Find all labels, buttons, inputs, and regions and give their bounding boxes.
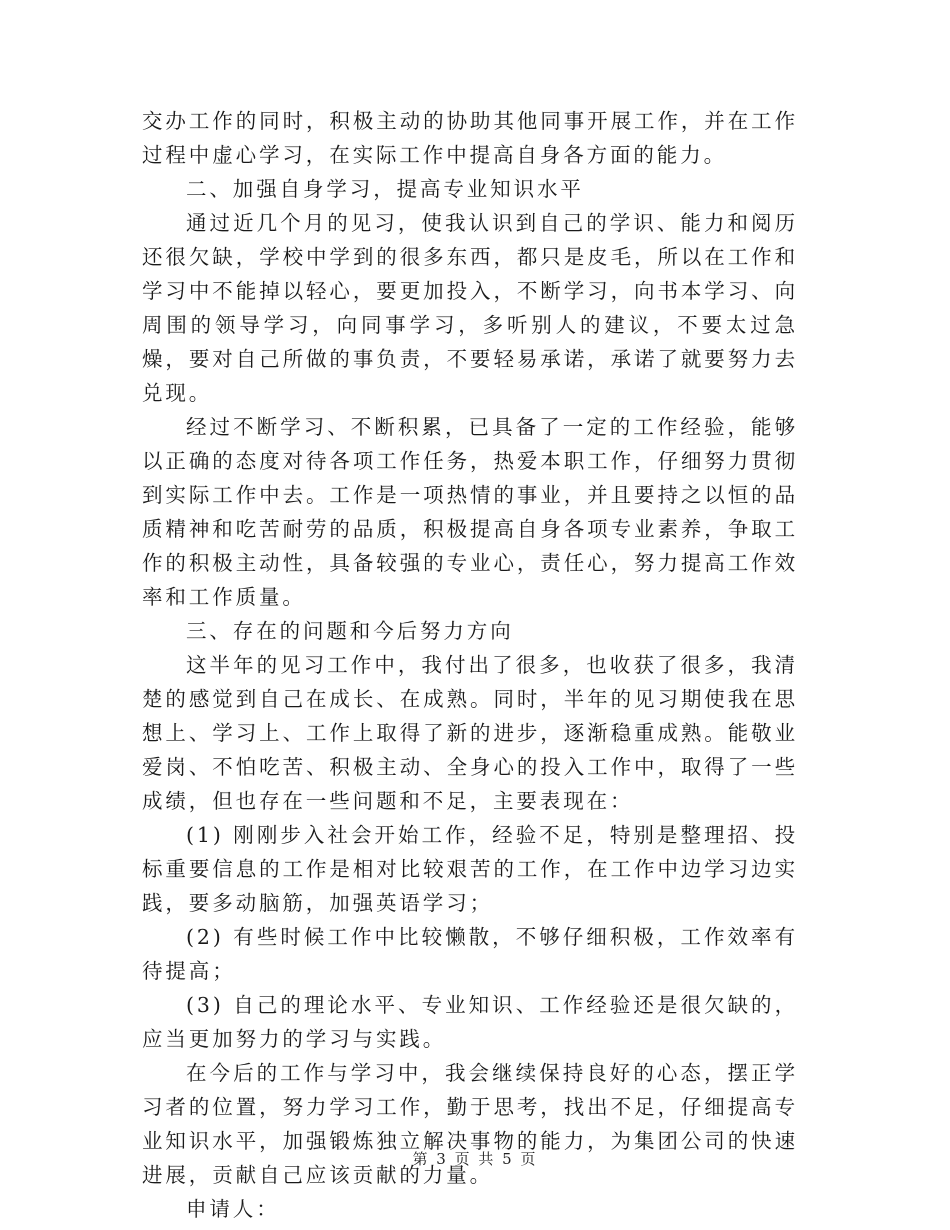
section-heading-study: 二、加强自身学习，提高专业知识水平: [186, 177, 584, 201]
page-number: 第 3 页 共 5 页: [412, 1150, 538, 1168]
section-heading-problems: 三、存在的问题和今后努力方向: [186, 619, 514, 643]
applicant-label: 申请人：: [186, 1197, 280, 1221]
paragraph-experience: 经过不断学习、不断积累，已具备了一定的工作经验，能够以正确的态度对待各项工作任务，热爱本职工作，仔细努力贯彻到实际工作中去。工作是一项热情的事业，并且要持之以恒的品质精神和吃苦耐劳的品质，积极提高自身各项专业素养，争取工作的积极主动性，具备较强的专业心，责任心，努力提高工作效率和工作质量。: [142, 415, 798, 609]
paragraph-study: 通过近几个月的见习，使我认识到自己的学识、能力和阅历还很欠缺，学校中学到的很多东西，都只是皮毛，所以在工作和学习中不能掉以轻心，要更加投入，不断学习，向书本学习、向周围的领导学习，向同事学习，多听别人的建议，不要太过急燥，要对自己所做的事负责，不要轻易承诺，承诺了就要努力去兑现。: [142, 211, 798, 405]
list-item-3: (3) 自己的理论水平、专业知识、工作经验还是很欠缺的，应当更加努力的学习与实践。: [142, 993, 798, 1051]
paragraph-summary: 这半年的见习工作中，我付出了很多，也收获了很多，我清楚的感觉到自己在成长、在成熟。同时，半年的见习期使我在思想上、学习上、工作上取得了新的进步，逐渐稳重成熟。能敬业爱岗、不怕吃苦、积极主动、全身心的投入工作中，取得了一些成绩，但也存在一些问题和不足，主要表现在：: [142, 653, 798, 813]
document-body: [142, 104, 798, 1226]
list-item-1: (1) 刚刚步入社会开始工作，经验不足，特别是整理招、投标重要信息的工作是相对比较艰苦的工作，在工作中边学习边实践，要多动脑筋，加强英语学习；: [142, 823, 798, 915]
list-item-2: (2) 有些时候工作中比较懒散，不够仔细积极，工作效率有待提高；: [142, 925, 798, 983]
paragraph-continuation: 交办工作的同时，积极主动的协助其他同事开展工作，并在工作过程中虚心学习，在实际工作中提高自身各方面的能力。: [142, 109, 798, 167]
paragraph-future: 在今后的工作与学习中，我会继续保持良好的心态，摆正学习者的位置，努力学习工作，勤于思考，找出不足，仔细提高专业知识水平，加强锻炼独立解决事物的能力，为集团公司的快速进展，贡献自己应该贡献的力量。: [142, 1061, 798, 1187]
